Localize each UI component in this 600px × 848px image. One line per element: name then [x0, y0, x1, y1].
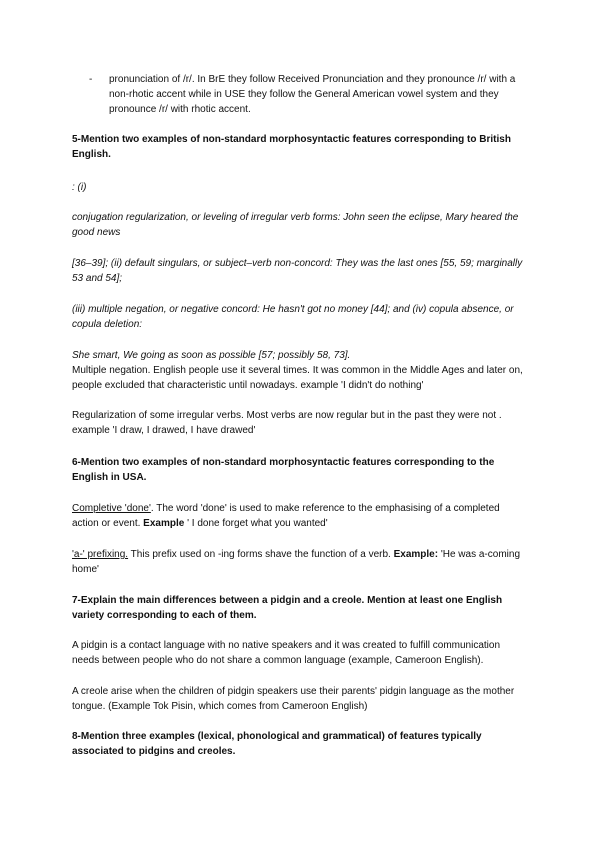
q7-paragraph-1: A pidgin is a contact language with no native speakers and it was created to fulfill communication needs between people who do not share a common language (example, Cameroon English). [72, 640, 501, 666]
q6-f1-example-label: Example [143, 518, 185, 529]
q7-paragraph-2: A creole arise when the children of pidgin speakers use their parents' pidgin language as the mother tongue. (Example Tok Pisin, which comes from Cameroon English) [72, 686, 515, 712]
q5-paragraph-1: conjugation regularization, or leveling of irregular verb forms: John seen the eclipse, Mary heared the good news [72, 212, 519, 238]
question-7-heading: 7-Explain the main differences between a pidgin and a creole. Mention at least one English variety corresponding to each of them. [72, 595, 503, 621]
q5-paragraph-5: Regularization of some irregular verbs. Most verbs are now regular but in the past they were not . example 'I draw, I drawed, I have drawed' [72, 410, 502, 436]
q5-paragraph-2: [36–39]; (ii) default singulars, or subject–verb non-concord: They was the last ones [55, 59; marginally 53 and 54]; [72, 258, 523, 284]
question-8-heading: 8-Mention three examples (lexical, phonological and grammatical) of features typically associated to pidgins and creoles. [72, 731, 482, 757]
question-5-heading: 5-Mention two examples of non-standard morphosyntactic features corresponding to British English. [72, 134, 511, 160]
q6-f1-term: Completive 'done' [72, 503, 151, 514]
q5-paragraph-4 [72, 348, 528, 393]
bullet-paragraph: pronunciation of /r/. In BrE they follow Received Pronunciation and they pronounce /r/ with a non-rhotic accent while in USE they follow the General American vowel system and they pronounce /r/ with rhotic accent. [109, 74, 516, 115]
q6-f2-term: 'a-' prefixing. [72, 549, 129, 560]
q5-p4-rest: Multiple negation. English people use it several times. It was common in the Middle Ages and later on, people excluded that characteristic until nowadays. example 'I didn't do nothing' [72, 365, 523, 391]
bullet-marker: - [89, 74, 93, 85]
q5-paragraph-3: (iii) multiple negation, or negative concord: He hasn't got no money [44]; and (iv) copula absence, or copula deletion: [72, 304, 514, 330]
q6-feature-2 [72, 547, 528, 577]
q5-colon-i: : (i) [72, 182, 87, 193]
q6-f2-text: This prefix used on -ing forms shave the function of a verb. [128, 549, 394, 560]
q6-f1-example: ' I done forget what you wanted' [184, 518, 328, 529]
q6-feature-1 [72, 501, 528, 531]
question-6-heading: 6-Mention two examples of non-standard morphosyntactic features corresponding to the English in USA. [72, 457, 495, 483]
q6-f2-example: 'He was a-coming home' [72, 549, 521, 575]
q6-f1-text: . The word 'done' is used to make reference to the emphasising of a completed action or event. [72, 503, 500, 529]
q5-p4-italic: She smart, We going as soon as possible [57; possibly 58, 73]. [72, 350, 351, 361]
q6-f2-example-label: Example: [393, 549, 439, 560]
